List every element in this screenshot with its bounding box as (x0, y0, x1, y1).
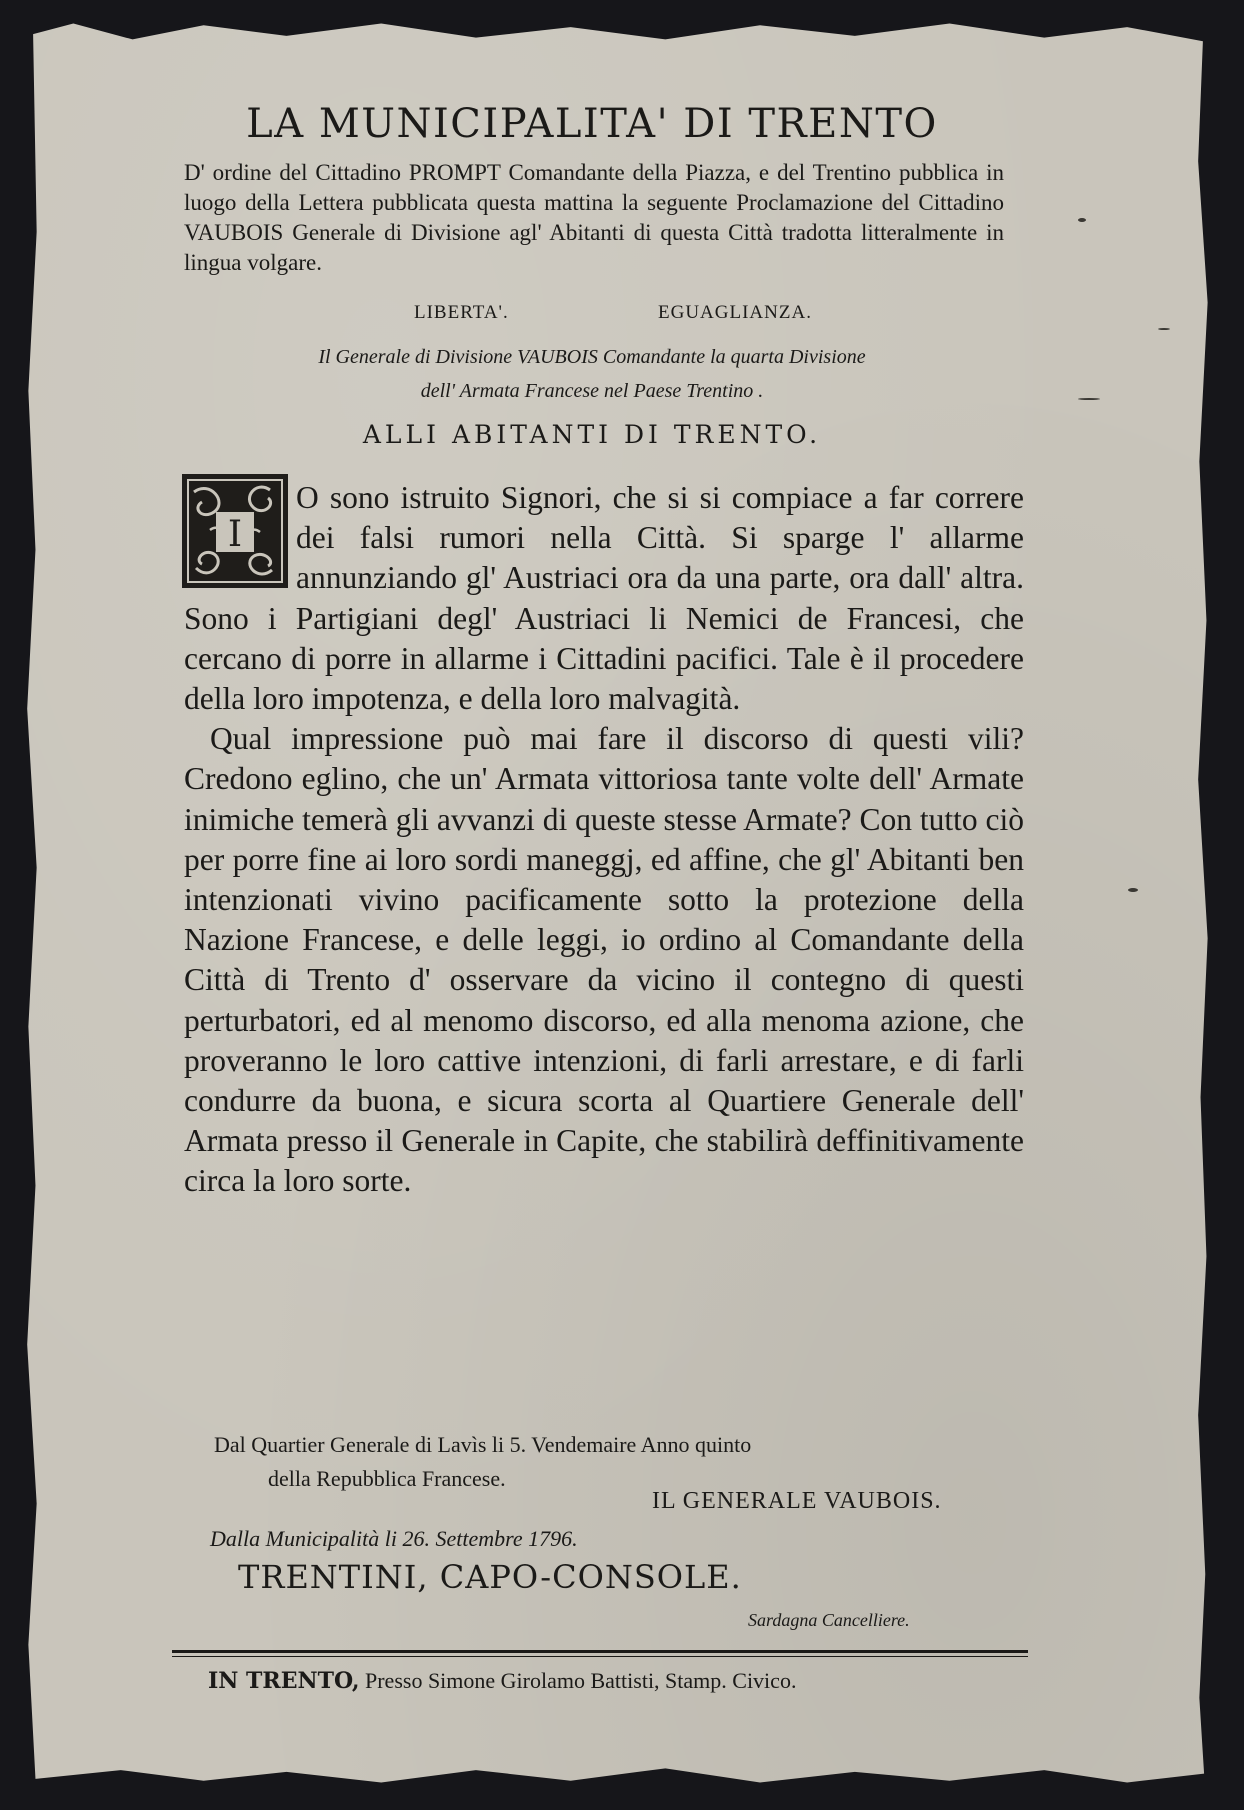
signoff-line-2: della Repubblica Francese. (268, 1466, 506, 1491)
paper-speck (1128, 888, 1138, 892)
motto-equality: EGUAGLIANZA. (658, 302, 812, 323)
consul-name: TRENTINI, CAPO-CONSOLE. (238, 1558, 742, 1596)
general-signature: IL GENERALE VAUBOIS. (652, 1488, 942, 1514)
divider-rule (172, 1650, 1028, 1653)
issuer-heading (0, 340, 1184, 408)
body-paragraph-2: Qual impressione può mai fare il discorso di questi vili? Credono eglino, che un' Armata vittoriosa tante volte dell' Armate inimiche temerà gli avvanzi di queste stesse Armate? Con tutto ciò per porre fine ai loro sordi maneggj, ed affine, che gl' Abitanti ben intenzionati vivino pacificamente sotto la protezione della Nazione Francese, e delle leggi, io ordino al Comandante della Città di Trento d' osservare da vicino il contegno di questi perturbatori, ed al menomo discorso, ed alla menoma azione, che proveranno le loro cattive intenzioni, di farli arrestare, e di farli condurre da buona, e sicura scorta al Quartiere Generale dell' Armata presso il Generale in Capite, che stabilirà deffinitivamente circa la loro sorte. (184, 721, 1024, 1199)
printer-imprint (208, 1668, 796, 1694)
proclamation-body (184, 478, 1024, 1202)
signoff-line-1: Dal Quartier Generale di Lavìs li 5. Vendemaire Anno quinto (214, 1432, 752, 1457)
paper-speck (1078, 218, 1086, 222)
municipality-date: Dalla Municipalità li 26. Settembre 1796. (210, 1526, 578, 1551)
issuer-line-2: dell' Armata Francese nel Paese Trentino . (420, 380, 764, 402)
dropcap-space (184, 478, 296, 594)
dropcap-letter: I (227, 514, 243, 555)
issuer-line-1: Il Generale di Divisione VAUBOIS Comandante la quarta Divisione (318, 346, 866, 368)
printer-details: Presso Simone Girolamo Battisti, Stamp. Civico. (365, 1668, 797, 1693)
paper-speck (1078, 398, 1100, 400)
address-heading: ALLI ABITANTI DI TRENTO. (362, 420, 822, 449)
intro-paragraph: D' ordine del Cittadino PROMPT Comandante della Piazza, e del Trentino pubblica in luogo della Lettera pubblicata questa mattina la seguente Proclamazione del Cittadino VAUBOIS Generale di Divisione agl' Abitanti di questa Città tradotta litteralmente in lingua volgare. (184, 160, 1004, 275)
divider-rule-thin (172, 1656, 1028, 1657)
paper-speck (1158, 328, 1170, 330)
document-title: LA MUNICIPALITA' DI TRENTO (246, 101, 938, 147)
chancellor-name: Sardagna Cancelliere. (748, 1610, 910, 1630)
printer-place: IN TRENTO, (208, 1668, 360, 1694)
body-paragraph-1: O sono istruito Signori, che si si compiace a far correre dei falsi rumori nella Città. Si sparge l' allarme annunziando gl' Austriaci ora da una parte, ora dall' altra. Sono i Partigiani degl' Austriaci li Nemici de Francesi, che cercano di porre in allarme i Cittadini pacifici. Tale è il procedere della loro impotenza, e della loro malvagità. (184, 480, 1024, 717)
motto-liberty: LIBERTA'. (414, 302, 509, 323)
